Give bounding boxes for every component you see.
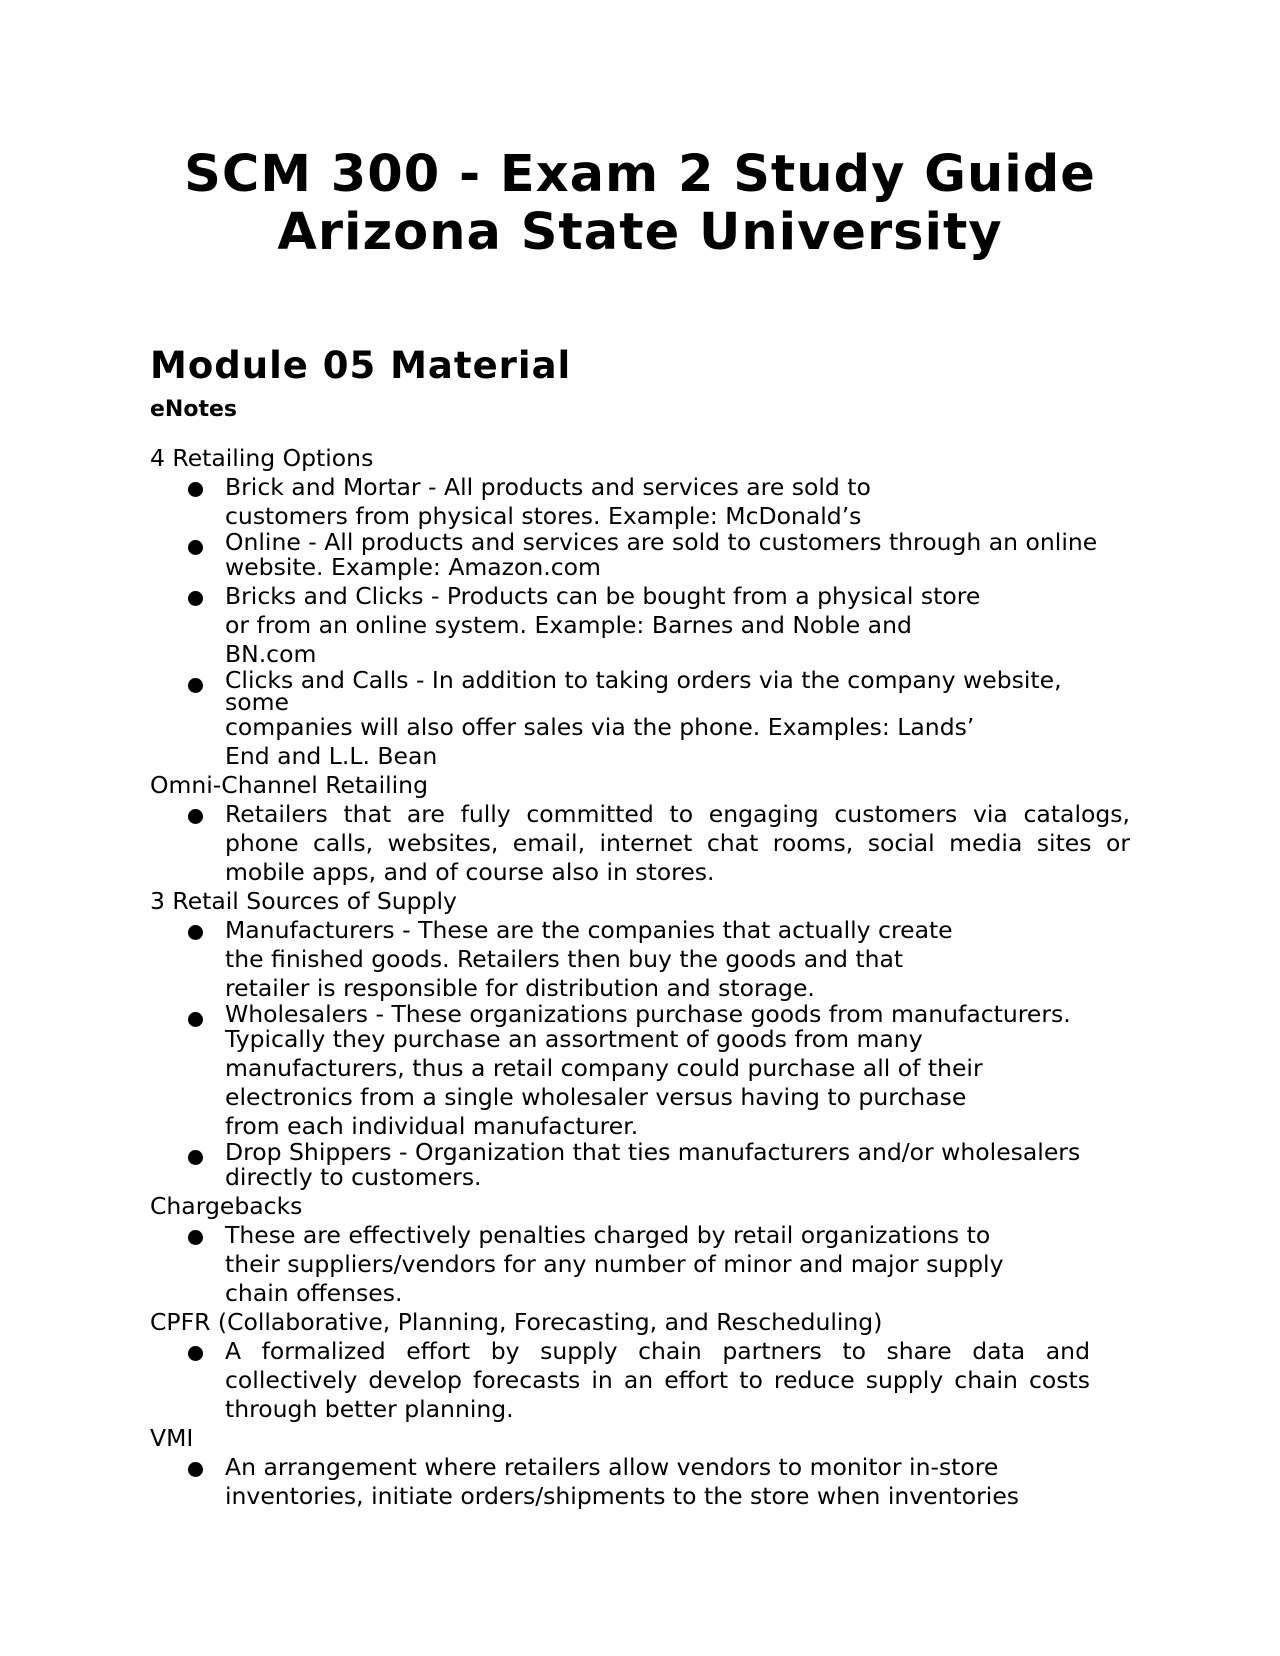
- bullet-icon: [188, 1012, 203, 1027]
- section-title-chargebacks: Chargebacks: [150, 1192, 303, 1220]
- list-item-text: These are effectively penalties charged by retail organizations to: [225, 1221, 991, 1249]
- section-title-sources-of-supply: 3 Retail Sources of Supply: [150, 887, 457, 915]
- bullet-icon: [188, 540, 203, 555]
- bullet-icon: [188, 1462, 203, 1477]
- list-item: [150, 528, 1130, 582]
- list-item: [150, 800, 1130, 887]
- document-title: SCM 300 - Exam 2 Study Guide Arizona State University: [184, 145, 1096, 262]
- bullet-icon: [188, 1346, 203, 1361]
- list-item-text: Wholesalers - These organizations purchase goods from manufacturers.: [225, 1000, 1071, 1028]
- list-item-text: Bricks and Clicks - Products can be bought from a physical store: [225, 582, 981, 610]
- bullet-icon: [188, 591, 203, 606]
- list-item: [150, 1453, 1130, 1511]
- list-item-text: Brick and Mortar - All products and services are sold to: [225, 473, 871, 501]
- list-item-text: customers from physical stores. Example: McDonald’s: [225, 502, 862, 530]
- list-item-text: BN.com: [225, 640, 317, 668]
- list-item-text: inventories, initiate orders/shipments to the store when inventories: [225, 1482, 1020, 1510]
- vmi-list: [150, 1453, 1130, 1511]
- section-title-cpfr: CPFR (Collaborative, Planning, Forecasting, and Rescheduling): [150, 1308, 883, 1336]
- enotes-heading: eNotes: [150, 397, 237, 422]
- bullet-icon: [188, 1150, 203, 1165]
- list-item-text: Online - All products and services are sold to customers through an online: [225, 528, 1098, 556]
- section-title-retailing-options: 4 Retailing Options: [150, 444, 374, 472]
- list-item-text: Drop Shippers - Organization that ties manufacturers and/or wholesalers: [225, 1138, 1081, 1166]
- list-item-text: or from an online system. Example: Barnes and Noble and: [225, 611, 912, 639]
- list-item-text: companies will also offer sales via the phone. Examples: Lands’: [225, 713, 975, 741]
- chargebacks-list: [150, 1221, 1130, 1308]
- bullet-icon: [188, 1230, 203, 1245]
- omni-channel-list: [150, 800, 1130, 887]
- section-title-omni-channel: Omni-Channel Retailing: [150, 771, 428, 799]
- module-heading: Module 05 Material: [150, 344, 572, 387]
- list-item-text: End and L.L. Bean: [225, 742, 438, 770]
- list-item-text: Typically they purchase an assortment of goods from many: [225, 1025, 923, 1053]
- list-item-text: manufacturers, thus a retail company could purchase all of their: [225, 1054, 983, 1082]
- list-item: [150, 666, 1130, 771]
- list-item-text: Manufacturers - These are the companies that actually create: [225, 916, 953, 944]
- bullet-icon: [188, 925, 203, 940]
- list-item: [150, 1221, 1130, 1308]
- bullet-icon: [188, 809, 203, 824]
- list-item-text: electronics from a single wholesaler versus having to purchase: [225, 1083, 967, 1111]
- list-item-text: Retailers that are fully committed to engaging customers via catalogs, phone calls, websites, email, internet chat rooms, social media sites or mobile apps, and of course also in stores.: [225, 800, 1130, 886]
- bullet-icon: [188, 482, 203, 497]
- list-item-text: the finished goods. Retailers then buy the goods and that: [225, 945, 904, 973]
- list-item-text: directly to customers.: [225, 1163, 482, 1191]
- list-item: [150, 473, 1130, 531]
- list-item-text: An arrangement where retailers allow vendors to monitor in-store: [225, 1453, 999, 1481]
- list-item: [150, 916, 1130, 1003]
- bullet-icon: [188, 678, 203, 693]
- list-item-text: from each individual manufacturer.: [225, 1112, 639, 1140]
- cpfr-list: [150, 1337, 1130, 1424]
- sources-of-supply-list: [150, 916, 1130, 1192]
- list-item: [150, 1000, 1130, 1141]
- section-title-vmi: VMI: [150, 1424, 194, 1452]
- list-item-text: Clicks and Calls - In addition to taking orders via the company website, some: [225, 666, 1062, 716]
- list-item-text: their suppliers/vendors for any number of minor and major supply: [225, 1250, 1004, 1278]
- list-item-text: A formalized effort by supply chain partners to share data and collectively develop forecasts in an effort to reduce supply chain costs through better planning.: [225, 1337, 1090, 1423]
- list-item: [150, 1138, 1130, 1192]
- list-item: [150, 1337, 1130, 1424]
- list-item-text: chain offenses.: [225, 1279, 403, 1307]
- retailing-options-list: [150, 473, 1130, 771]
- list-item-text: retailer is responsible for distribution and storage.: [225, 974, 815, 1002]
- list-item: [150, 582, 1130, 669]
- list-item-text: website. Example: Amazon.com: [225, 553, 601, 581]
- notes-content: [150, 444, 1130, 1511]
